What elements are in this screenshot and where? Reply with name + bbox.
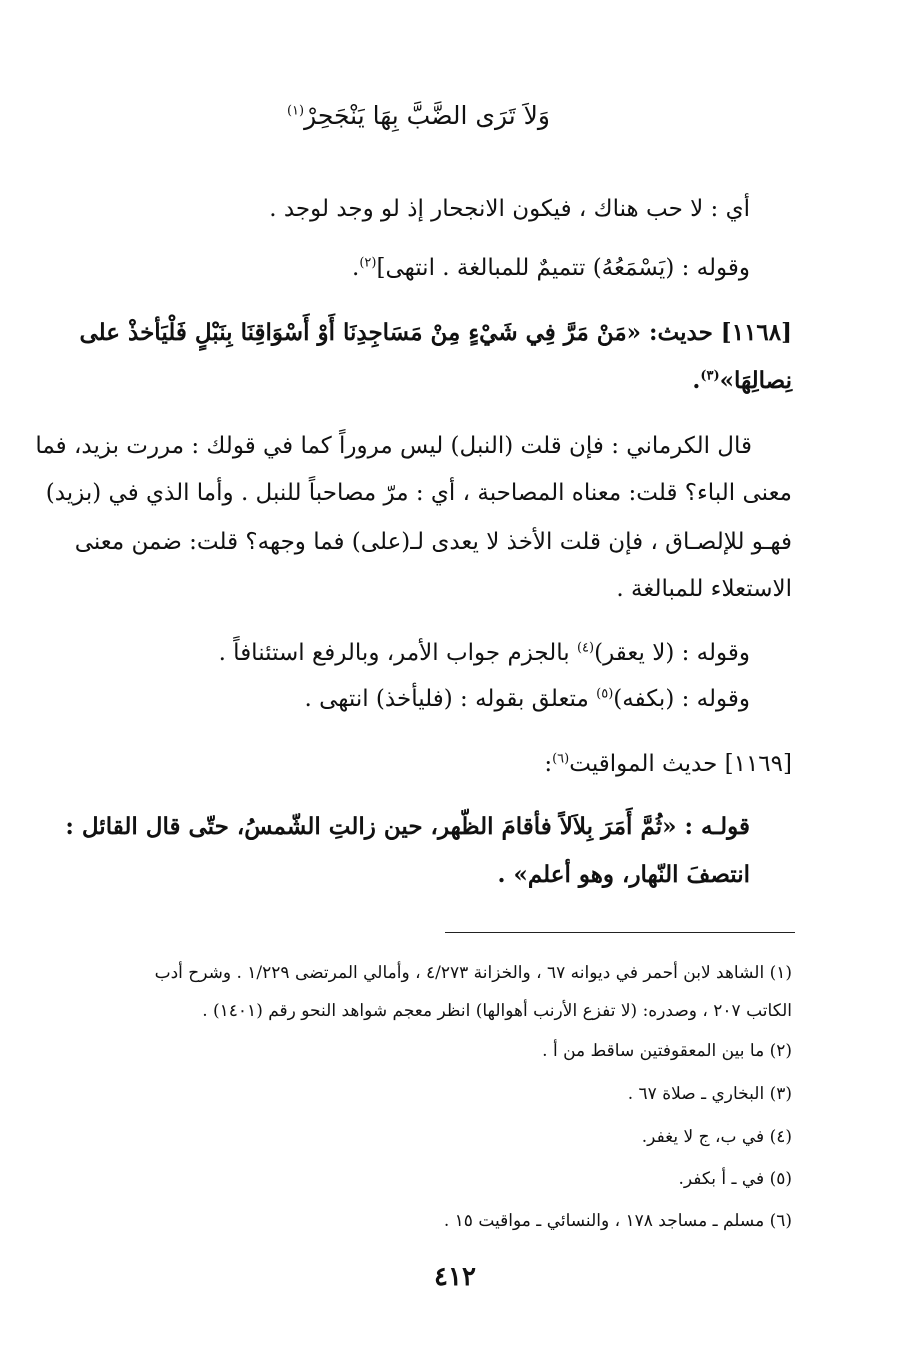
qawl-text: متعلق بقوله : (فليأخذ) انتهى .	[304, 686, 589, 712]
footnote-ref-4: (٤)	[576, 640, 595, 656]
qawl-line	[305, 686, 751, 712]
hadith-1169-line	[544, 751, 792, 777]
hadith-text: نِصالِهَا»	[719, 367, 792, 394]
quote-line: انتصفَ النّهار، وهو أعلم» .	[497, 861, 750, 888]
footnote-6: (٦) مسلم ـ مساجد ١٧٨ ، والنسائي ـ مواقيت ١٥ .	[443, 1211, 792, 1231]
paragraph-line: أي : لا حب هناك ، فيكون الانجحار إذ لو وجد لوجد .	[269, 196, 750, 222]
verse-text: وَلاَ تَرَى الضَّبَّ بِهَا يَنْجَحِرْ	[304, 101, 550, 130]
footnote-ref-3: (٣)	[700, 368, 720, 384]
hadith-1168-line	[692, 367, 792, 394]
paragraph-line	[352, 255, 750, 281]
paragraph-end: .	[692, 367, 701, 394]
footnote-ref-2: (٢)	[359, 255, 377, 271]
kirmani-line: قال الكرماني : فإن قلت (النبل) ليس مروراً كما في قولك : مررت بزيد، فما	[35, 433, 752, 459]
footnote-2: (٢) ما بين المعقوفتين ساقط من أ .	[542, 1041, 792, 1061]
page-number: ٤١٢	[434, 1262, 476, 1292]
qawl-line	[219, 640, 750, 666]
kirmani-line: الاستعلاء للمبالغة .	[616, 576, 792, 602]
footnote-ref-6: (٦)	[552, 751, 570, 767]
footnote-ref-5: (٥)	[596, 686, 614, 702]
hadith-heading: [١١٦٩] حديث المواقيت	[569, 751, 792, 777]
paragraph-text: وقوله : (يَسْمَعُهُ) تتميمٌ للمبالغة . انتهى]	[376, 255, 750, 281]
paragraph-end: .	[352, 255, 360, 281]
poetry-verse	[286, 101, 550, 130]
footnote-1: (١) الشاهد لابن أحمر في ديوانه ٦٧ ، والخزانة ٤/٢٧٣ ، وأمالي المرتضى ١/٢٢٩ . وشرح أدب	[154, 963, 792, 983]
footnote-3: (٣) البخاري ـ صلاة ٦٧ .	[627, 1084, 792, 1104]
footnote-separator	[445, 932, 795, 933]
kirmani-line: فهـو للإلصـاق ، فإن قلت الأخذ لا يعدى لـ(على) فما وجهه؟ قلت: ضمن معنى	[74, 529, 792, 555]
kirmani-line: معنى الباء؟ قلت: معناه المصاحبة ، أي : مرّ مصاحباً للنبل . وأما الذي في (بزيد)	[45, 480, 792, 506]
qawl-text: وقوله : (بكفه)	[613, 686, 750, 712]
paragraph-end: :	[544, 751, 553, 777]
footnote-5: (٥) في ـ أ بكفر.	[678, 1169, 792, 1189]
hadith-1168-line: [١١٦٨] حديث: «مَنْ مَرَّ فِي شَيْءٍ مِنْ مَسَاجِدِنَا أَوْ أَسْوَاقِنَا بِنَبْلٍ فَلْيَأخذْ على	[79, 319, 792, 346]
footnote-ref-1: (١)	[286, 103, 305, 119]
qawl-text: بالجزم جواب الأمر، وبالرفع استئنافاً .	[218, 640, 570, 666]
quote-line: قولـه : «ثُمَّ أَمَرَ بِلاَلاً فأقامَ الظّهر، حين زالتِ الشّمسُ، حتّى قال القائل :	[65, 813, 750, 840]
qawl-text: وقوله : (لا يعقر)	[594, 640, 750, 666]
footnote-1-continued: الكاتب ٢٠٧ ، وصدره: (لا تفزع الأرنب أهوالها) انظر معجم شواهد النحو رقم (١٤٠١) .	[202, 1001, 792, 1021]
footnote-4: (٤) في ب، ج لا يغفر.	[641, 1127, 792, 1147]
